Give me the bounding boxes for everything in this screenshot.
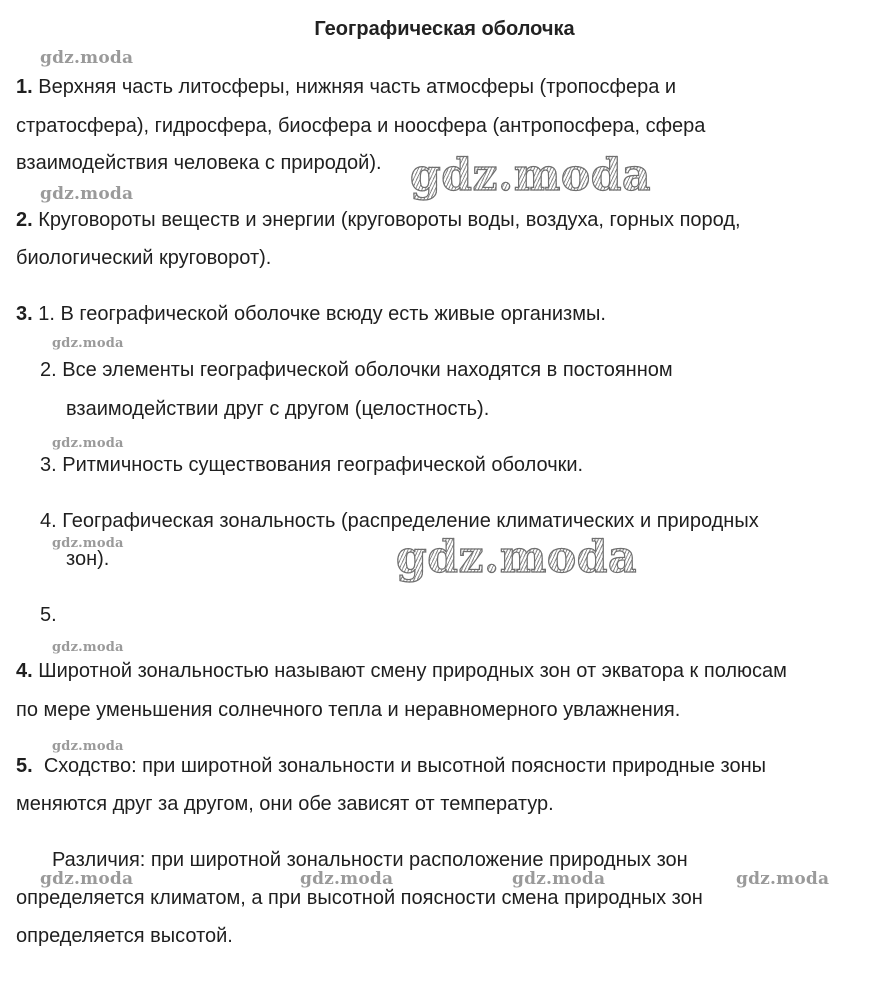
answer-5-line-1 [16,754,766,778]
answer-1-number: 1. [16,76,33,98]
answer-5-diff-line-3: определяется высотой. [16,925,233,947]
answer-3-sub-2-line-2: взаимодействии друг с другом (целостность). [66,398,490,420]
answer-1-line-3: взаимодействия человека с природой). [16,152,382,174]
watermark: gdz.moda [512,869,606,889]
watermark: gdz.moda [52,739,124,754]
watermark: gdz.moda [52,640,124,655]
answer-2-line-1 [16,208,741,232]
watermark: gdz.moda [40,48,134,68]
answer-5-line-2: меняются друг за другом, они обе зависят от температур. [16,793,554,815]
watermark-large: gdz.moda [396,532,638,583]
answer-5-diff-line-1: Различия: при широтной зональности расположение природных зон [52,849,688,871]
answer-1-text-1: Верхняя часть литосферы, нижняя часть атмосферы (тропосфера и [38,76,677,98]
answer-2-line-2: биологический круговорот). [16,247,272,269]
watermark: gdz.moda [40,869,134,889]
watermark: gdz.moda [52,336,124,351]
answer-3-sub-4-line-1: 4. Географическая зональность (распределение климатических и природных [40,510,759,532]
answer-1-line-1 [16,75,676,99]
watermark: gdz.moda [736,869,830,889]
answer-4-line-2: по мере уменьшения солнечного тепла и неравномерного увлажнения. [16,699,681,721]
watermark-large: gdz.moda [410,150,652,201]
page-title: Географическая оболочка [314,18,575,40]
answer-5-diff-line-2: определяется климатом, а при высотной поясности смена природных зон [16,887,703,909]
answer-5-text-1: Сходство: при широтной зональности и высотной поясности природные зоны [43,755,767,777]
watermark: gdz.moda [52,536,124,551]
answer-4-text-1: Широтной зональностью называют смену природных зон от экватора к полюсам [38,660,787,682]
answer-3-sub-3: 3. Ритмичность существования географической оболочки. [40,454,584,476]
answer-3-sub-5: 5. [40,604,57,626]
watermark: gdz.moda [52,436,124,451]
answer-4-line-1 [16,659,787,683]
answer-2-number: 2. [16,209,33,231]
answer-3-sub-4-line-2: зон). [66,548,110,570]
answer-3-sub-2-line-1: 2. Все элементы географической оболочки находятся в постоянном [40,359,673,381]
answer-3-sub-1: 1. В географической оболочке всюду есть живые организмы. [38,303,606,325]
watermark: gdz.moda [300,869,394,889]
watermark: gdz.moda [40,184,134,204]
answer-3-number: 3. [16,303,33,325]
answer-1-line-2: стратосфера), гидросфера, биосфера и ноосфера (антропосфера, сфера [16,115,706,137]
answer-2-text-1: Круговороты веществ и энергии (круговороты воды, воздуха, горных пород, [38,209,741,231]
answer-4-number: 4. [16,660,33,682]
answer-3-line-1 [16,302,606,326]
answer-5-number: 5. [16,755,33,777]
